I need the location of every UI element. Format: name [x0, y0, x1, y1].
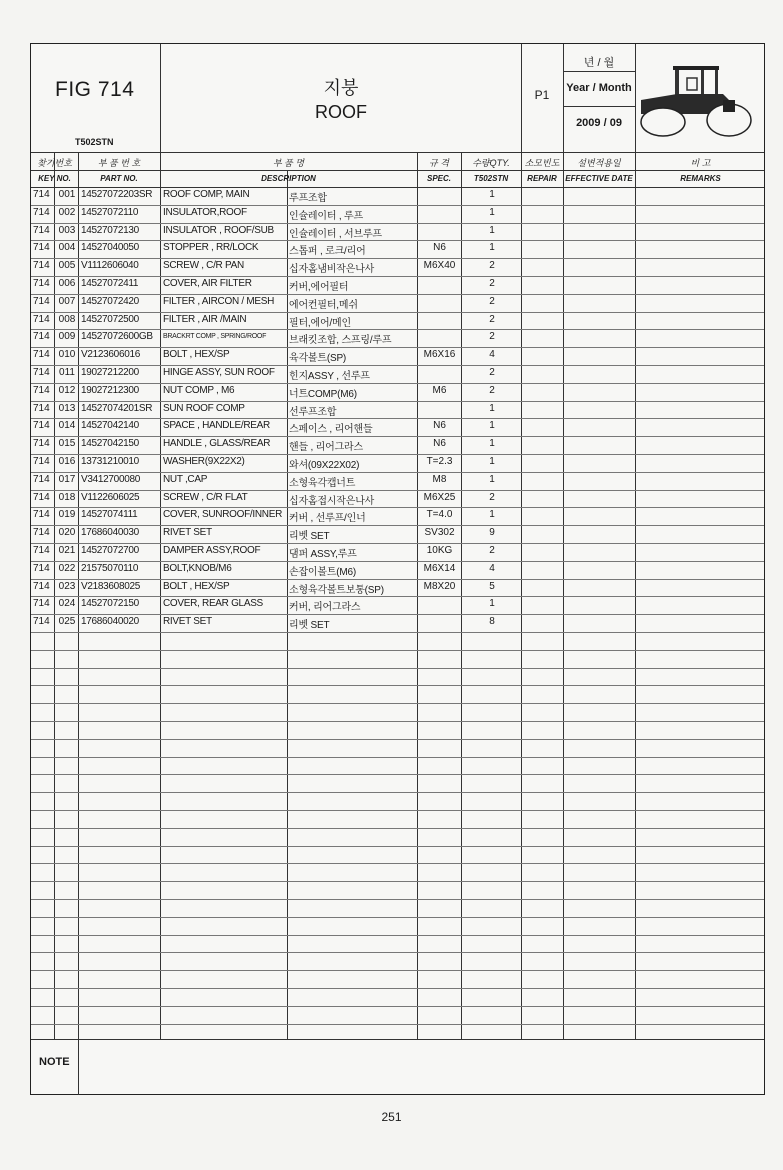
part-number-cell: 14527072110 [81, 206, 139, 218]
description-cell: INSULATOR , ROOF/SUB [163, 224, 274, 236]
description-korean-cell: 십자홈접시작은나사 [289, 495, 375, 507]
item-number-cell: 016 [58, 456, 76, 467]
key-number-cell: 714 [33, 580, 50, 592]
description-cell: STOPPER , RR/LOCK [163, 242, 259, 254]
item-number-cell: 005 [58, 260, 76, 272]
quantity-cell: 2 [489, 295, 495, 307]
parts-catalog-sheet [30, 43, 765, 1095]
part-number-cell: 14527072411 [81, 278, 139, 289]
key-number-cell: 714 [33, 224, 50, 236]
note-label: NOTE [39, 1056, 70, 1068]
description-cell: BOLT , HEX/SP [163, 349, 230, 361]
table-row [31, 596, 766, 614]
row-rule [31, 757, 764, 758]
part-number-cell: V2123606016 [81, 349, 140, 361]
spec-cell: M6X40 [423, 260, 456, 272]
spec-cell: M6X25 [423, 491, 456, 503]
year-month-label-korean: 년 / 월 [583, 57, 615, 69]
spec-cell: M6X16 [423, 349, 456, 361]
table-row [31, 525, 766, 543]
part-number-cell: 14527072420 [81, 295, 139, 307]
spec-cell: M8X20 [423, 580, 456, 592]
key-number-cell: 714 [33, 545, 50, 556]
description-korean-cell: 소형육각캡너트 [289, 477, 356, 489]
part-number-cell: 13731210010 [81, 456, 139, 467]
part-number-cell: 14527042150 [81, 438, 139, 450]
spec-cell: T=4.0 [426, 509, 453, 521]
description-cell: SPACE , HANDLE/REAR [163, 420, 270, 432]
table-row [31, 401, 766, 419]
row-rule [31, 828, 764, 829]
part-number-cell: V1122606025 [81, 491, 140, 503]
quantity-cell: 1 [489, 473, 495, 485]
row-rule [31, 792, 764, 793]
note-divider [78, 1039, 79, 1095]
row-rule [31, 1024, 764, 1025]
table-header-divider [31, 152, 764, 153]
table-row [31, 276, 766, 294]
year-month-value: 2009 / 09 [576, 117, 622, 129]
description-cell: INSULATOR,ROOF [163, 206, 247, 218]
figure-number: FIG 714 [55, 78, 135, 101]
description-cell: WASHER(9X22X2) [163, 456, 245, 467]
item-number-cell: 012 [58, 384, 76, 396]
item-number-cell: 007 [58, 295, 76, 307]
spec-cell: M8 [432, 473, 447, 485]
key-number-cell: 714 [33, 189, 50, 200]
item-number-cell: 003 [58, 224, 76, 236]
column-header-qty: T502STN [473, 174, 509, 183]
part-number-cell: 19027212300 [81, 384, 139, 396]
column-header-part-korean: 부 품 번 호 [97, 158, 141, 168]
row-rule [31, 988, 764, 989]
key-number-cell: 714 [33, 438, 50, 450]
key-number-cell: 714 [33, 367, 50, 378]
quantity-cell: 8 [489, 616, 495, 628]
table-row [31, 383, 766, 401]
model-code: T502STN [75, 137, 114, 147]
spec-cell: M6 [432, 384, 447, 396]
key-number-cell: 714 [33, 206, 50, 218]
spec-cell: SV302 [424, 527, 455, 539]
quantity-cell: 1 [489, 438, 495, 450]
quantity-cell: 2 [489, 491, 495, 503]
page-title: ROOF [315, 102, 367, 122]
table-row [31, 223, 766, 241]
description-korean-cell: 선루프조합 [289, 406, 337, 418]
item-number-cell: 010 [58, 349, 76, 361]
description-korean-cell: 육각볼트(SP) [289, 353, 347, 365]
quantity-cell: 1 [489, 509, 495, 521]
note-divider [31, 1039, 764, 1040]
quantity-cell: 2 [489, 313, 495, 325]
part-number-cell: 14527042140 [81, 420, 139, 432]
description-korean-cell: 루프조합 [289, 193, 327, 204]
part-number-cell: 14527074201SR [81, 402, 153, 414]
key-number-cell: 714 [33, 562, 50, 574]
key-number-cell: 714 [33, 473, 50, 485]
description-korean-cell: 커버 , 선루프/인너 [289, 513, 366, 525]
description-cell: NUT COMP , M6 [163, 384, 235, 396]
column-header-qty-korean: 수량QTY. [472, 158, 510, 168]
key-number-cell: 714 [33, 260, 50, 272]
part-number-cell: 19027212200 [81, 367, 139, 378]
description-cell: BOLT , HEX/SP [163, 580, 230, 592]
description-cell: RIVET SET [163, 527, 212, 539]
table-header-divider [31, 170, 764, 171]
row-rule [31, 863, 764, 864]
column-header-repair-korean: 소모빈도 [524, 158, 560, 168]
key-number-cell: 714 [33, 420, 50, 432]
description-korean-cell: 커버, 리어그라스 [289, 602, 361, 614]
item-number-cell: 024 [58, 598, 76, 610]
key-number-cell: 714 [33, 491, 50, 503]
quantity-cell: 1 [489, 598, 495, 610]
column-header-key: KEY NO. [38, 174, 71, 183]
item-number-cell: 004 [58, 242, 76, 254]
row-rule [31, 703, 764, 704]
part-number-cell: V2183608025 [81, 580, 140, 592]
description-cell: ROOF COMP, MAIN [163, 189, 250, 200]
description-korean-cell: 십자홈냄비작은나사 [289, 264, 375, 276]
item-number-cell: 018 [58, 491, 76, 503]
row-rule [31, 881, 764, 882]
table-row [31, 347, 766, 365]
item-number-cell: 023 [58, 580, 76, 592]
description-cell: DAMPER ASSY,ROOF [163, 545, 261, 556]
quantity-cell: 1 [489, 224, 495, 236]
part-number-cell: 14527072150 [81, 598, 139, 610]
item-number-cell: 015 [58, 438, 76, 450]
description-cell: COVER, REAR GLASS [163, 598, 263, 610]
quantity-cell: 1 [489, 402, 495, 414]
row-rule [31, 917, 764, 918]
quantity-cell: 4 [489, 349, 495, 361]
description-cell: COVER, SUNROOF/INNER [163, 509, 283, 521]
row-rule [31, 668, 764, 669]
row-rule [31, 935, 764, 936]
description-cell: SCREW , C/R PAN [163, 260, 244, 272]
description-korean-cell: 댐퍼 ASSY,루프 [289, 549, 357, 560]
item-number-cell: 014 [58, 420, 76, 432]
description-korean-cell: 리벳 SET [289, 531, 330, 543]
description-korean-cell: 손잡이볼트(M6) [289, 566, 357, 578]
quantity-cell: 2 [489, 331, 495, 343]
column-header-spec-korean: 규 격 [429, 158, 449, 168]
column-header-effective-date-korean: 설변적용일 [577, 158, 621, 168]
table-row [31, 205, 766, 223]
table-row [31, 365, 766, 383]
description-cell: COVER, AIR FILTER [163, 278, 252, 289]
item-number-cell: 006 [58, 278, 76, 289]
header-divider [563, 106, 635, 107]
quantity-cell: 2 [489, 260, 495, 272]
row-rule [31, 810, 764, 811]
key-number-cell: 714 [33, 278, 50, 289]
column-header-key-korean: 찾기번호 [37, 158, 72, 168]
key-number-cell: 714 [33, 527, 50, 539]
row-rule [31, 739, 764, 740]
table-row [31, 312, 766, 330]
table-row [31, 258, 766, 276]
column-header-remarks-korean: 비 고 [690, 158, 711, 168]
key-number-cell: 714 [33, 295, 50, 307]
row-rule [31, 970, 764, 971]
quantity-cell: 1 [489, 456, 495, 467]
key-number-cell: 714 [33, 402, 50, 414]
table-row [31, 436, 766, 454]
description-korean-cell: 브래킷조합, 스프링/루프 [289, 335, 392, 347]
tractor-icon [637, 58, 755, 138]
description-cell: FILTER , AIRCON / MESH [163, 295, 275, 307]
quantity-cell: 2 [489, 545, 495, 556]
description-korean-cell: 와셔(09X22X02) [289, 460, 360, 471]
key-number-cell: 714 [33, 331, 50, 343]
page-number: 251 [381, 1110, 402, 1124]
table-row [31, 187, 766, 205]
part-number-cell: 17686040030 [81, 527, 139, 539]
description-korean-cell: 필터,에어/메인 [289, 317, 351, 329]
item-number-cell: 001 [58, 189, 76, 200]
column-header-description: DESCRIPTION [261, 174, 316, 183]
description-korean-cell: 스페이스 , 리어핸들 [289, 424, 373, 436]
part-number-cell: 21575070110 [81, 562, 139, 574]
row-rule [31, 774, 764, 775]
part-number-cell: 14527040050 [81, 242, 139, 254]
table-row [31, 454, 766, 472]
description-korean-cell: 리벳 SET [289, 620, 330, 632]
description-korean-cell: 에어컨필터,메쉬 [289, 299, 358, 311]
row-rule [31, 952, 764, 953]
item-number-cell: 002 [58, 206, 76, 218]
table-row [31, 579, 766, 597]
column-header-repair: REPAIR [527, 174, 557, 183]
table-row [31, 418, 766, 436]
key-number-cell: 714 [33, 242, 50, 254]
description-cell: SCREW , C/R FLAT [163, 491, 248, 503]
row-rule [31, 685, 764, 686]
description-korean-cell: 핸들 , 리어그라스 [289, 442, 363, 454]
row-rule [31, 899, 764, 900]
part-number-cell: 14527072500 [81, 313, 139, 325]
description-cell: HANDLE , GLASS/REAR [163, 438, 271, 450]
quantity-cell: 2 [489, 278, 495, 289]
row-rule [31, 632, 764, 633]
column-header-remarks: REMARKS [680, 174, 721, 183]
quantity-cell: 1 [489, 242, 495, 254]
item-number-cell: 011 [59, 367, 75, 378]
table-row [31, 472, 766, 490]
row-rule [31, 1006, 764, 1007]
item-number-cell: 021 [58, 545, 76, 556]
table-row [31, 329, 766, 347]
key-number-cell: 714 [33, 349, 50, 361]
spec-cell: N6 [433, 242, 446, 254]
table-row [31, 240, 766, 258]
quantity-cell: 2 [489, 384, 495, 396]
part-number-cell: 14527072130 [81, 224, 139, 236]
part-number-cell: 14527074111 [81, 509, 138, 521]
key-number-cell: 714 [33, 598, 50, 610]
part-number-cell: V3412700080 [81, 473, 140, 485]
row-rule [31, 650, 764, 651]
description-korean-cell: 힌지ASSY , 선루프 [289, 371, 370, 382]
spec-cell: M6X14 [423, 562, 456, 574]
item-number-cell: 009 [58, 331, 76, 343]
table-row [31, 294, 766, 312]
description-cell: BRACKRT COMP , SPRING/ROOF [163, 333, 267, 341]
description-cell: BOLT,KNOB/M6 [163, 562, 232, 574]
spec-cell: T=2.3 [426, 456, 453, 467]
description-korean-cell: 소형육각볼트보통(SP) [289, 584, 384, 596]
header-divider [635, 44, 636, 152]
page-title-korean: 지붕 [323, 78, 359, 98]
description-korean-cell: 스톱퍼 , 로크/리어 [289, 246, 366, 258]
part-number-cell: 14527072600GB [81, 331, 153, 343]
part-number-cell: 14527072700 [81, 545, 139, 556]
column-header-description-korean: 부 품 명 [272, 158, 305, 168]
table-row [31, 561, 766, 579]
key-number-cell: 714 [33, 313, 50, 325]
row-rule [31, 846, 764, 847]
quantity-cell: 2 [489, 367, 495, 378]
item-number-cell: 025 [58, 616, 76, 628]
table-row [31, 507, 766, 525]
item-number-cell: 022 [58, 562, 76, 574]
page-code: P1 [534, 88, 550, 102]
description-cell: NUT ,CAP [163, 473, 208, 485]
row-rule [31, 721, 764, 722]
key-number-cell: 714 [33, 616, 50, 628]
quantity-cell: 9 [489, 527, 495, 539]
item-number-cell: 008 [58, 313, 76, 325]
part-number-cell: V1112606040 [81, 260, 139, 272]
header-divider [563, 71, 635, 72]
part-number-cell: 14527072203SR [81, 189, 153, 200]
spec-cell: N6 [433, 438, 446, 450]
description-korean-cell: 너트COMP(M6) [289, 388, 357, 400]
key-number-cell: 714 [33, 384, 50, 396]
part-number-cell: 17686040020 [81, 616, 139, 628]
description-korean-cell: 커버,에어필터 [289, 282, 349, 293]
quantity-cell: 4 [489, 562, 495, 574]
item-number-cell: 019 [58, 509, 76, 521]
description-cell: SUN ROOF COMP [163, 402, 245, 414]
description-cell: RIVET SET [163, 616, 212, 628]
quantity-cell: 5 [489, 580, 495, 592]
key-number-cell: 714 [33, 456, 50, 467]
column-header-effective-date: EFFECTIVE DATE [565, 174, 633, 183]
description-korean-cell: 인슐레이터 , 서브루프 [289, 228, 382, 240]
description-korean-cell: 인슐레이터 , 루프 [289, 210, 363, 222]
table-row [31, 490, 766, 508]
description-cell: FILTER , AIR /MAIN [163, 313, 247, 325]
column-header-spec: SPEC. [426, 174, 451, 183]
year-month-label: Year / Month [566, 82, 632, 94]
column-header-part: PART NO. [100, 174, 138, 183]
item-number-cell: 020 [58, 527, 76, 539]
item-number-cell: 017 [58, 473, 76, 485]
table-row [31, 614, 766, 632]
quantity-cell: 1 [489, 420, 495, 432]
item-number-cell: 013 [58, 402, 76, 414]
spec-cell: N6 [433, 420, 446, 432]
quantity-cell: 1 [489, 206, 495, 218]
quantity-cell: 1 [489, 189, 495, 200]
table-row [31, 543, 766, 561]
spec-cell: 10KG [426, 545, 453, 556]
key-number-cell: 714 [33, 509, 50, 521]
description-cell: HINGE ASSY, SUN ROOF [163, 367, 275, 378]
